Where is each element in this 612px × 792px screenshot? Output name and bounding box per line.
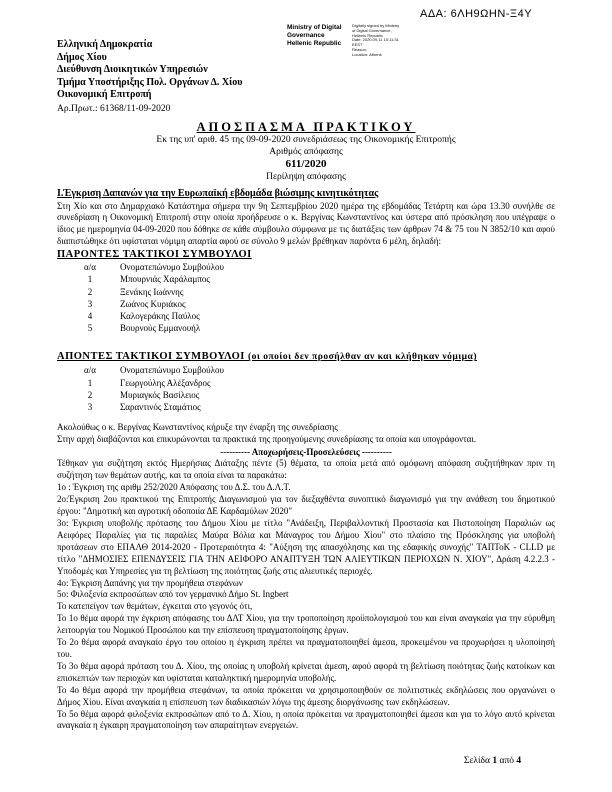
signature-authority-line: Ministry of Digital — [287, 24, 342, 31]
member-number: 5 — [87, 323, 93, 334]
body-paragraphs — [57, 458, 555, 732]
signature-detail-line: Location: Athens — [352, 51, 382, 57]
signature-authority-line: Hellenic Republic — [287, 40, 342, 47]
member-number: 1 — [87, 377, 93, 388]
absent-heading-note: (οι οποίοι δεν προσήλθαν αν και κλήθηκαν νόμιμα) — [247, 352, 478, 363]
document-body — [57, 120, 555, 732]
member-name: Μπουρνιάς Χαράλαμπος — [120, 274, 210, 285]
signature-detail-line: Digitally signed by Ministry — [352, 23, 400, 28]
present-members-table — [57, 273, 555, 334]
body-paragraph: 4ο: Έγκριση Δαπάνης για την προμήθεια στεφάνων — [57, 577, 243, 588]
member-row — [57, 298, 555, 310]
body-paragraph: Το 1ο θέμα αφορά την έγκριση απόφασης του ΔΛΤ Χίου, για την τροποποίηση προϋπολογισμού του και είναι αναγκαία για την εύρυθμη λειτουργία του Νομικού Προσώπου και την επίσπευση πραγματοποίησης έργων. — [57, 613, 555, 636]
member-row — [57, 286, 555, 298]
signature-authority-line: Governance — [287, 32, 325, 39]
member-number: 1 — [87, 274, 93, 285]
document-title: ΑΠΟΣΠΑΣΜΑ ΠΡΑΚΤΙΚΟΥ — [196, 120, 416, 134]
signature-authority — [287, 24, 345, 48]
agency-header-line: Δήμος Χίου — [57, 51, 107, 63]
signature-detail-line: of Digital Governance, — [352, 27, 392, 33]
member-row — [57, 310, 555, 322]
member-row — [57, 401, 555, 413]
absent-table-header — [57, 364, 555, 376]
session-info: Εκ της υπ' αριθ. 45 της 09-09-2020 συνεδριάσεως της Οικονομικής Επιτροπής — [156, 135, 456, 145]
member-name: Καλογεράκης Παύλος — [120, 310, 200, 321]
name-column-header: Ονοματεπώνυμο Συμβούλου — [120, 262, 224, 273]
ada-code: ΑΔΑ: 6ΛΗ9ΩΗΝ-Ξ4Υ — [420, 8, 533, 20]
decision-number: 611/2020 — [285, 158, 327, 170]
session-opening-line: Στην αρχή διαβάζονται και επικυρώνονται τα πρακτικά της προηγούμενης συνεδρίασης τα οποία και υπογράφονται. — [57, 434, 477, 445]
of-word: από — [499, 756, 515, 766]
member-number: 2 — [87, 286, 93, 297]
num-column-header: α/α — [84, 365, 96, 376]
departures-arrivals-divider: ---------- Αποχωρήσεις-Προσελεύσεις ---------- — [220, 446, 392, 457]
body-paragraph: 5ο: Φιλοξενία εκπροσώπων από τον γερμανικό Δήμο St. Ingbert — [57, 589, 289, 600]
num-column-header: α/α — [84, 262, 96, 273]
member-name: Ξενάκης Ιωάννης — [120, 286, 184, 297]
member-name: Σαραντινός Σταμάτιος — [120, 401, 201, 412]
agency-header-line: Διεύθυνση Διοικητικών Υπηρεσιών — [57, 64, 208, 76]
signature-detail-line: Reason: — [352, 46, 367, 52]
digital-signature-block — [287, 24, 432, 58]
session-opening-line: Ακολούθως ο κ. Βεργίνας Κωνσταντίνος κήρυξε την έναρξη της συνεδρίασης — [57, 422, 338, 433]
absent-heading — [57, 350, 555, 364]
agency-header-line: Ελληνική Δημοκρατία — [57, 39, 153, 50]
signature-detail-line: Hellenic Republic — [352, 32, 383, 38]
signature-detail-line: EEST — [352, 42, 363, 48]
present-heading: ΠΑΡΟΝΤΕΣ ΤΑΚΤΙΚΟΙ ΣΥΜΒΟΥΛΟΙ — [57, 249, 252, 261]
member-row — [57, 322, 555, 334]
member-number: 4 — [87, 310, 93, 321]
body-paragraph: Τέθηκαν για συζήτηση εκτός Ημερήσιας Διάταξης πέντε (5) θέματα, τα οποία μετά από ομόφωνη απόφαση συζητήθηκαν πριν τη συζήτηση των θεμάτων αυτής, και τα οποία είναι τα παρακάτω: — [57, 458, 555, 481]
decision-number-label: Αριθμός απόφασης — [269, 147, 343, 157]
body-paragraph: Το 3ο θέμα αφορά πρόταση του Δ. Χίου, της οποίας η υποβολή κρίνεται άμεση, αφού αφορά τη βελτίωση ποιότητας ζωής κατοίκων και επισκεπτών των περιοχών και υφίσταται καταληκτική ημερομηνία υποβολής. — [57, 660, 555, 683]
page-number: 1 — [492, 756, 498, 766]
member-name: Ζωάνος Κυριάκος — [120, 298, 186, 309]
body-paragraph: Το 2ο θέμα αφορά αναγκαίο έργο του οποίου η έγκριση πρέπει να πραγματοποιηθεί άμεσα, προκειμένου να προχωρήσει η υλοποίησή του. — [57, 637, 555, 659]
agency-header-line: Οικονομική Επιτροπή — [57, 89, 152, 101]
page-total: 4 — [516, 756, 522, 766]
body-paragraph: Το 4ο θέμα αφορά την προμήθεια στεφάνων, τα οποία πρόκειται να χρησιμοποιηθούν σε πολιτιστικές εκδηλώσεις που οργανώνει ο Δήμος Χίου. Είναι αναγκαία η επίσπευση των διαδικασιών λόγω της άμεσης διοργάνωσης των εκδηλώσεων. — [57, 684, 555, 707]
body-paragraph: Το κατεπείγον των θεμάτων, έγκειται στο γεγονός ότι, — [57, 601, 253, 612]
present-table-header — [57, 261, 555, 273]
member-number: 3 — [87, 298, 93, 309]
member-number: 3 — [87, 401, 93, 412]
body-paragraph: 3ο: Έγκριση υποβολής πρότασης του Δήμου Χίου με τίτλο "Ανάδειξη, Περιβαλλοντική Προστασία και Πιστοποίηση Παραλιών ως Αειφόρες Παραλίες για τις παραλίες Μαύρα Βόλια και Μάναγρος του Δήμου Χίου" στο πλαίσιο της Πρόσκλησης για υποβολή προτάσεων στο ΕΠΑΛΘ 2014-2020 - Προτεραιότητα 4: "Αύξηση της απασχόλησης και της εδαφικής συνοχής" ΤΑΠΤοΚ - CLLD με τίτλο "ΔΗΜΟΣΙΕΣ ΕΠΕΝΔΥΣΕΙΣ ΓΙΑ ΤΗΝ ΑΕΙΦΟΡΟ ΑΝΑΠΤΥΞΗ ΤΩΝ ΑΛΙΕΥΤΙΚΩΝ ΠΕΡΙΟΧΩΝ Ν. ΧΙΟΥ", Δράση 4.2.2.3 - Υποδομές και Υπηρεσίες για τη βελτίωση της ποιότητας ζωής στις αλιευτικές περιοχές. — [57, 518, 555, 576]
session-opening-lines — [57, 422, 555, 446]
member-number: 2 — [87, 389, 93, 400]
decision-subject: Ι.Έγκριση Δαπανών για την Ευρωπαϊκή εβδομάδα βιώσιμης κινητικότητας — [57, 188, 379, 199]
member-row — [57, 389, 555, 401]
body-paragraph: 2ο:Έγκριση 2ου πρακτικού της Επιτροπής Διαγωνισμού για τον διεξαχθέντα συνοπτικό διαγωνισμό για την ανάθεση του δημοτικού έργου: "Δημοτική και αγροτική οδοποιία ΔΕ Καρδαμύλων 2020" — [57, 494, 555, 517]
signature-details — [352, 24, 432, 58]
name-column-header: Ονοματεπώνυμο Συμβούλου — [120, 365, 224, 376]
agency-header-line: Τμήμα Υποστήριξης Πολ. Οργάνων Δ. Χίου — [57, 76, 243, 88]
intro-paragraph: Στη Χίο και στο Δημαρχιακό Κατάστημα σήμερα την 9η Σεπτεμβρίου 2020 ημέρα της εβδομάδας Τετάρτη και ώρα 13.30 συνήλθε σε συνεδρίαση η Οικονομική Επιτροπή στην οποία προήδρευσε ο κ. Βεργίνας Κωνσταντίνος και ύστερα από πρόσκληση που υπέγραψε ο ίδιος με ημερομηνία 04-09-2020 που δόθηκε σε κάθε σύμβουλο σύμφωνα με τις διατάξεις των άρθρων 74 & 75 του Ν 3852/10 και αφού διαπιστώθηκε ότι υφίσταται νόμιμη απαρτία αφού σε σύνολο 9 μελών βρέθηκαν παρόντα 6 μέλη, δηλαδή: — [57, 200, 555, 247]
member-name: Βουρνούς Εμμανουήλ — [120, 323, 201, 334]
absent-members-section — [57, 350, 555, 413]
body-paragraph: 1ο : Έγκριση της αριθμ 252/2020 Απόφασης του Δ.Σ. του Δ.Λ.Τ. — [57, 482, 291, 493]
member-name: Γεωργούλης Αλέξανδρος — [120, 377, 211, 388]
body-paragraph: Το 5ο θέμα αφορά φιλοξενία εκπροσώπων από το Δ. Χίου, η οποία πρόκειται να πραγματοποιηθεί άμεσα και για το λόγο αυτό κρίνεται αναγκαία η έγκαιρη πραγματοποίηση των απαραίτητων ενεργειών. — [57, 708, 555, 731]
absent-members-table — [57, 377, 555, 414]
page-footer — [430, 756, 555, 766]
agency-header — [57, 39, 242, 116]
agency-header-lines — [57, 39, 242, 102]
present-members-section — [57, 248, 555, 334]
member-row — [57, 273, 555, 285]
page-word: Σελίδα — [463, 756, 490, 766]
member-name: Μυριαγκός Βασίλειος — [120, 389, 200, 400]
member-row — [57, 377, 555, 389]
signature-detail-line: Date: 2020.09.11 10:11:31 — [352, 37, 399, 43]
absent-heading-main: ΑΠΟΝΤΕΣ ΤΑΚΤΙΚΟΙ ΣΥΜΒΟΥΛΟΙ — [57, 351, 245, 363]
protocol-number: Αρ.Πρωτ.: 61368/11-09-2020 — [57, 103, 171, 114]
summary-label: Περίληψη απόφασης — [266, 172, 346, 182]
